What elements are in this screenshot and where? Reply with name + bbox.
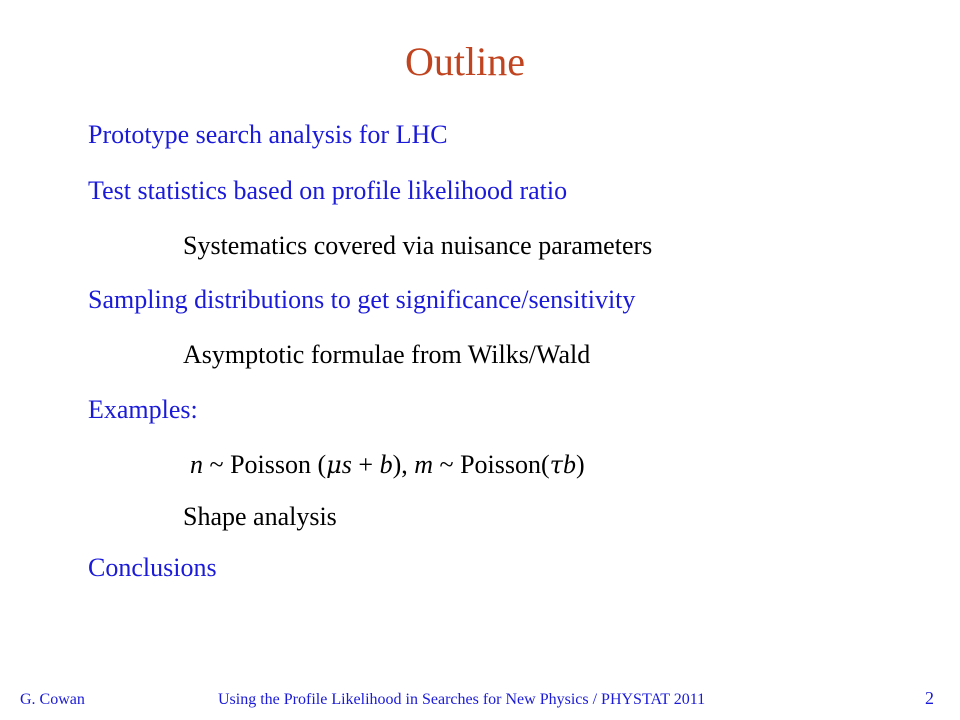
math-b: b bbox=[562, 450, 576, 479]
footer-author: G. Cowan bbox=[20, 691, 85, 708]
outline-item-examples: Examples: bbox=[88, 395, 198, 424]
math-b: b bbox=[379, 450, 393, 479]
outline-item-test-statistics: Test statistics based on profile likelihood ratio bbox=[88, 176, 568, 205]
math-n: n bbox=[190, 450, 203, 479]
page-number: 2 bbox=[925, 688, 934, 708]
outline-subitem-systematics: Systematics covered via nuisance parameters bbox=[183, 231, 653, 260]
math-tau: τ bbox=[549, 451, 563, 479]
outline-item-sampling-distributions: Sampling distributions to get significance/sensitivity bbox=[88, 285, 636, 314]
math-text: ~ Poisson( bbox=[433, 450, 550, 479]
outline-item-prototype-search: Prototype search analysis for LHC bbox=[88, 120, 448, 149]
math-text: ~ Poisson ( bbox=[203, 450, 327, 479]
outline-subitem-asymptotic-formulae: Asymptotic formulae from Wilks/Wald bbox=[183, 340, 591, 369]
outline-subitem-poisson-example bbox=[190, 448, 585, 482]
outline-subitem-shape-analysis: Shape analysis bbox=[183, 502, 337, 531]
math-mu: μ bbox=[326, 451, 342, 479]
math-m: m bbox=[414, 450, 434, 479]
math-text: + bbox=[351, 450, 380, 479]
math-text: ), bbox=[392, 450, 415, 479]
footer-talk-title: Using the Profile Likelihood in Searches for New Physics / PHYSTAT 2011 bbox=[218, 691, 706, 708]
math-text: ) bbox=[575, 450, 585, 479]
math-s: s bbox=[341, 450, 352, 479]
slide-title: Outline bbox=[405, 39, 525, 84]
outline-item-conclusions: Conclusions bbox=[88, 553, 217, 582]
